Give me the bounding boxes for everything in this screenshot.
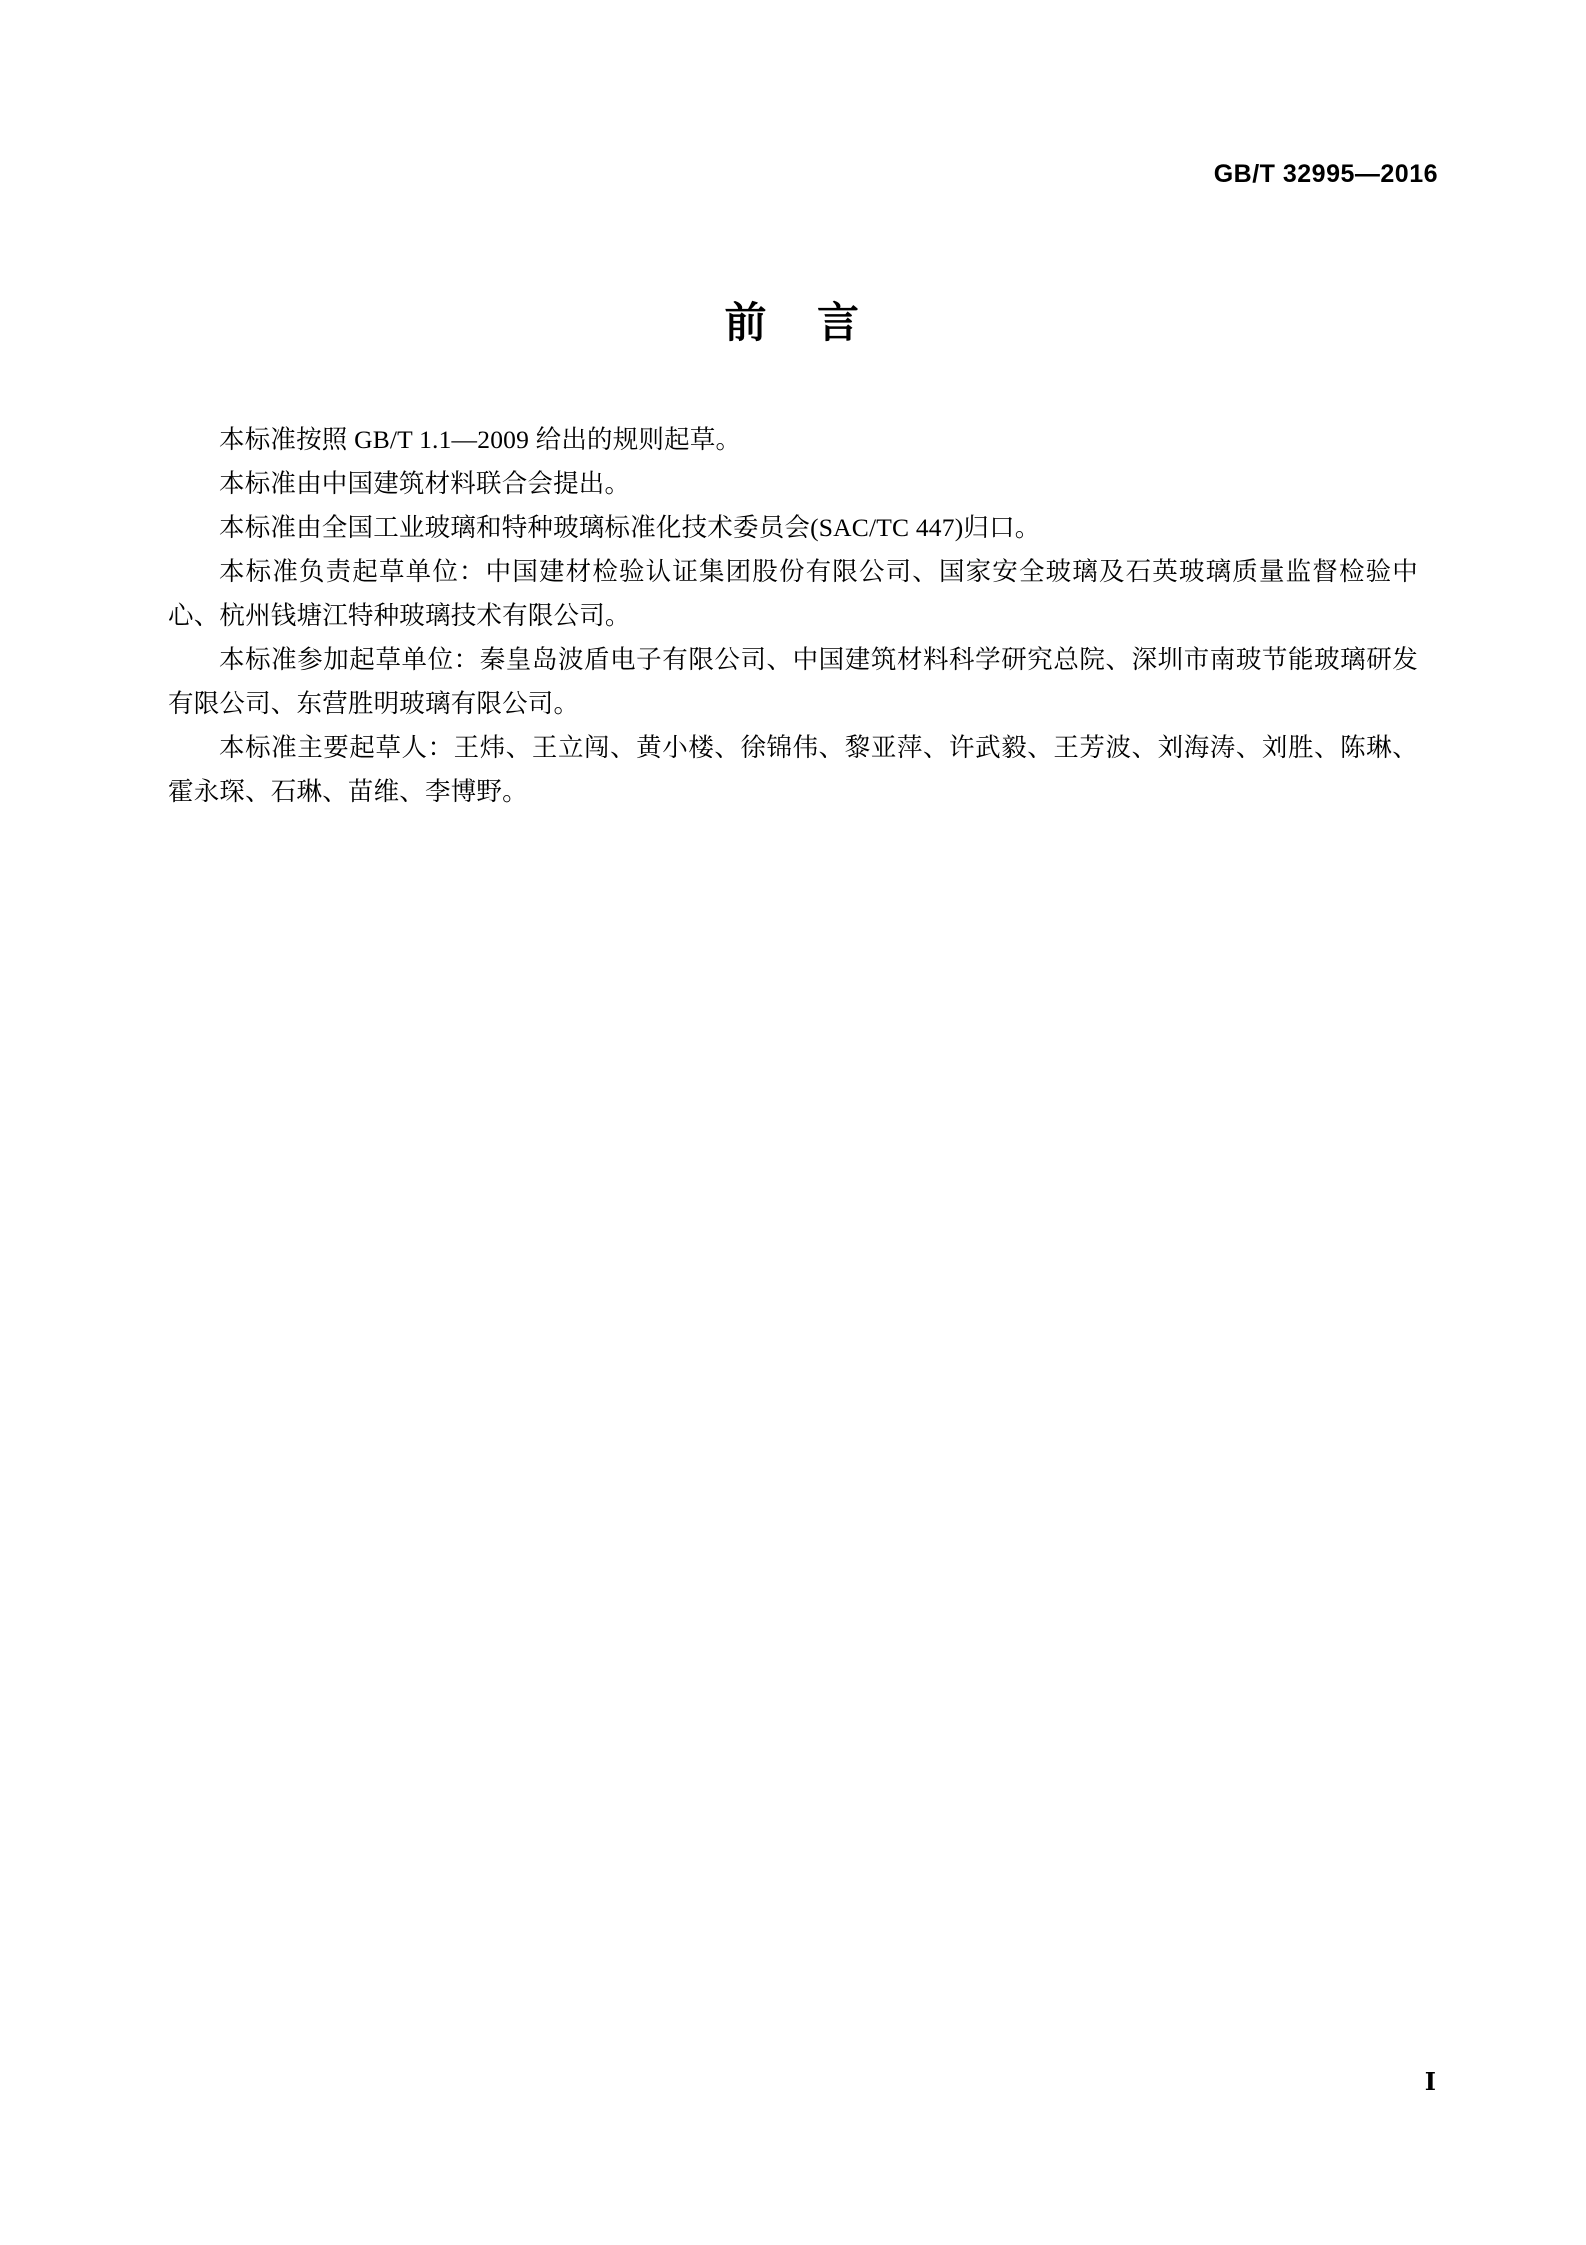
foreword-paragraph: 本标准按照 GB/T 1.1—2009 给出的规则起草。 <box>219 425 742 454</box>
foreword-body <box>168 418 1418 814</box>
foreword-paragraph: 本标准由中国建筑材料联合会提出。 <box>219 469 631 498</box>
foreword-paragraph: 本标准由全国工业玻璃和特种玻璃标准化技术委员会(SAC/TC 447)归口。 <box>219 513 1041 542</box>
page-title <box>0 290 1586 350</box>
foreword-paragraph: 本标准主要起草人：王炜、王立闯、黄小楼、徐锦伟、黎亚萍、许武毅、王芳波、刘海涛、刘胜、陈琳、霍永琛、石琳、苗维、李博野。 <box>168 733 1418 806</box>
page-title-char-2: 言 <box>817 301 862 347</box>
page-title-char-1: 前 <box>724 301 769 347</box>
page-number: Ⅰ <box>1424 2070 1436 2096</box>
standard-code-header: GB/T 32995—2016 <box>1213 160 1438 188</box>
foreword-paragraph: 本标准参加起草单位：秦皇岛波盾电子有限公司、中国建筑材料科学研究总院、深圳市南玻节能玻璃研发有限公司、东营胜明玻璃有限公司。 <box>168 645 1418 718</box>
foreword-paragraph: 本标准负责起草单位：中国建材检验认证集团股份有限公司、国家安全玻璃及石英玻璃质量监督检验中心、杭州钱塘江特种玻璃技术有限公司。 <box>168 557 1418 630</box>
